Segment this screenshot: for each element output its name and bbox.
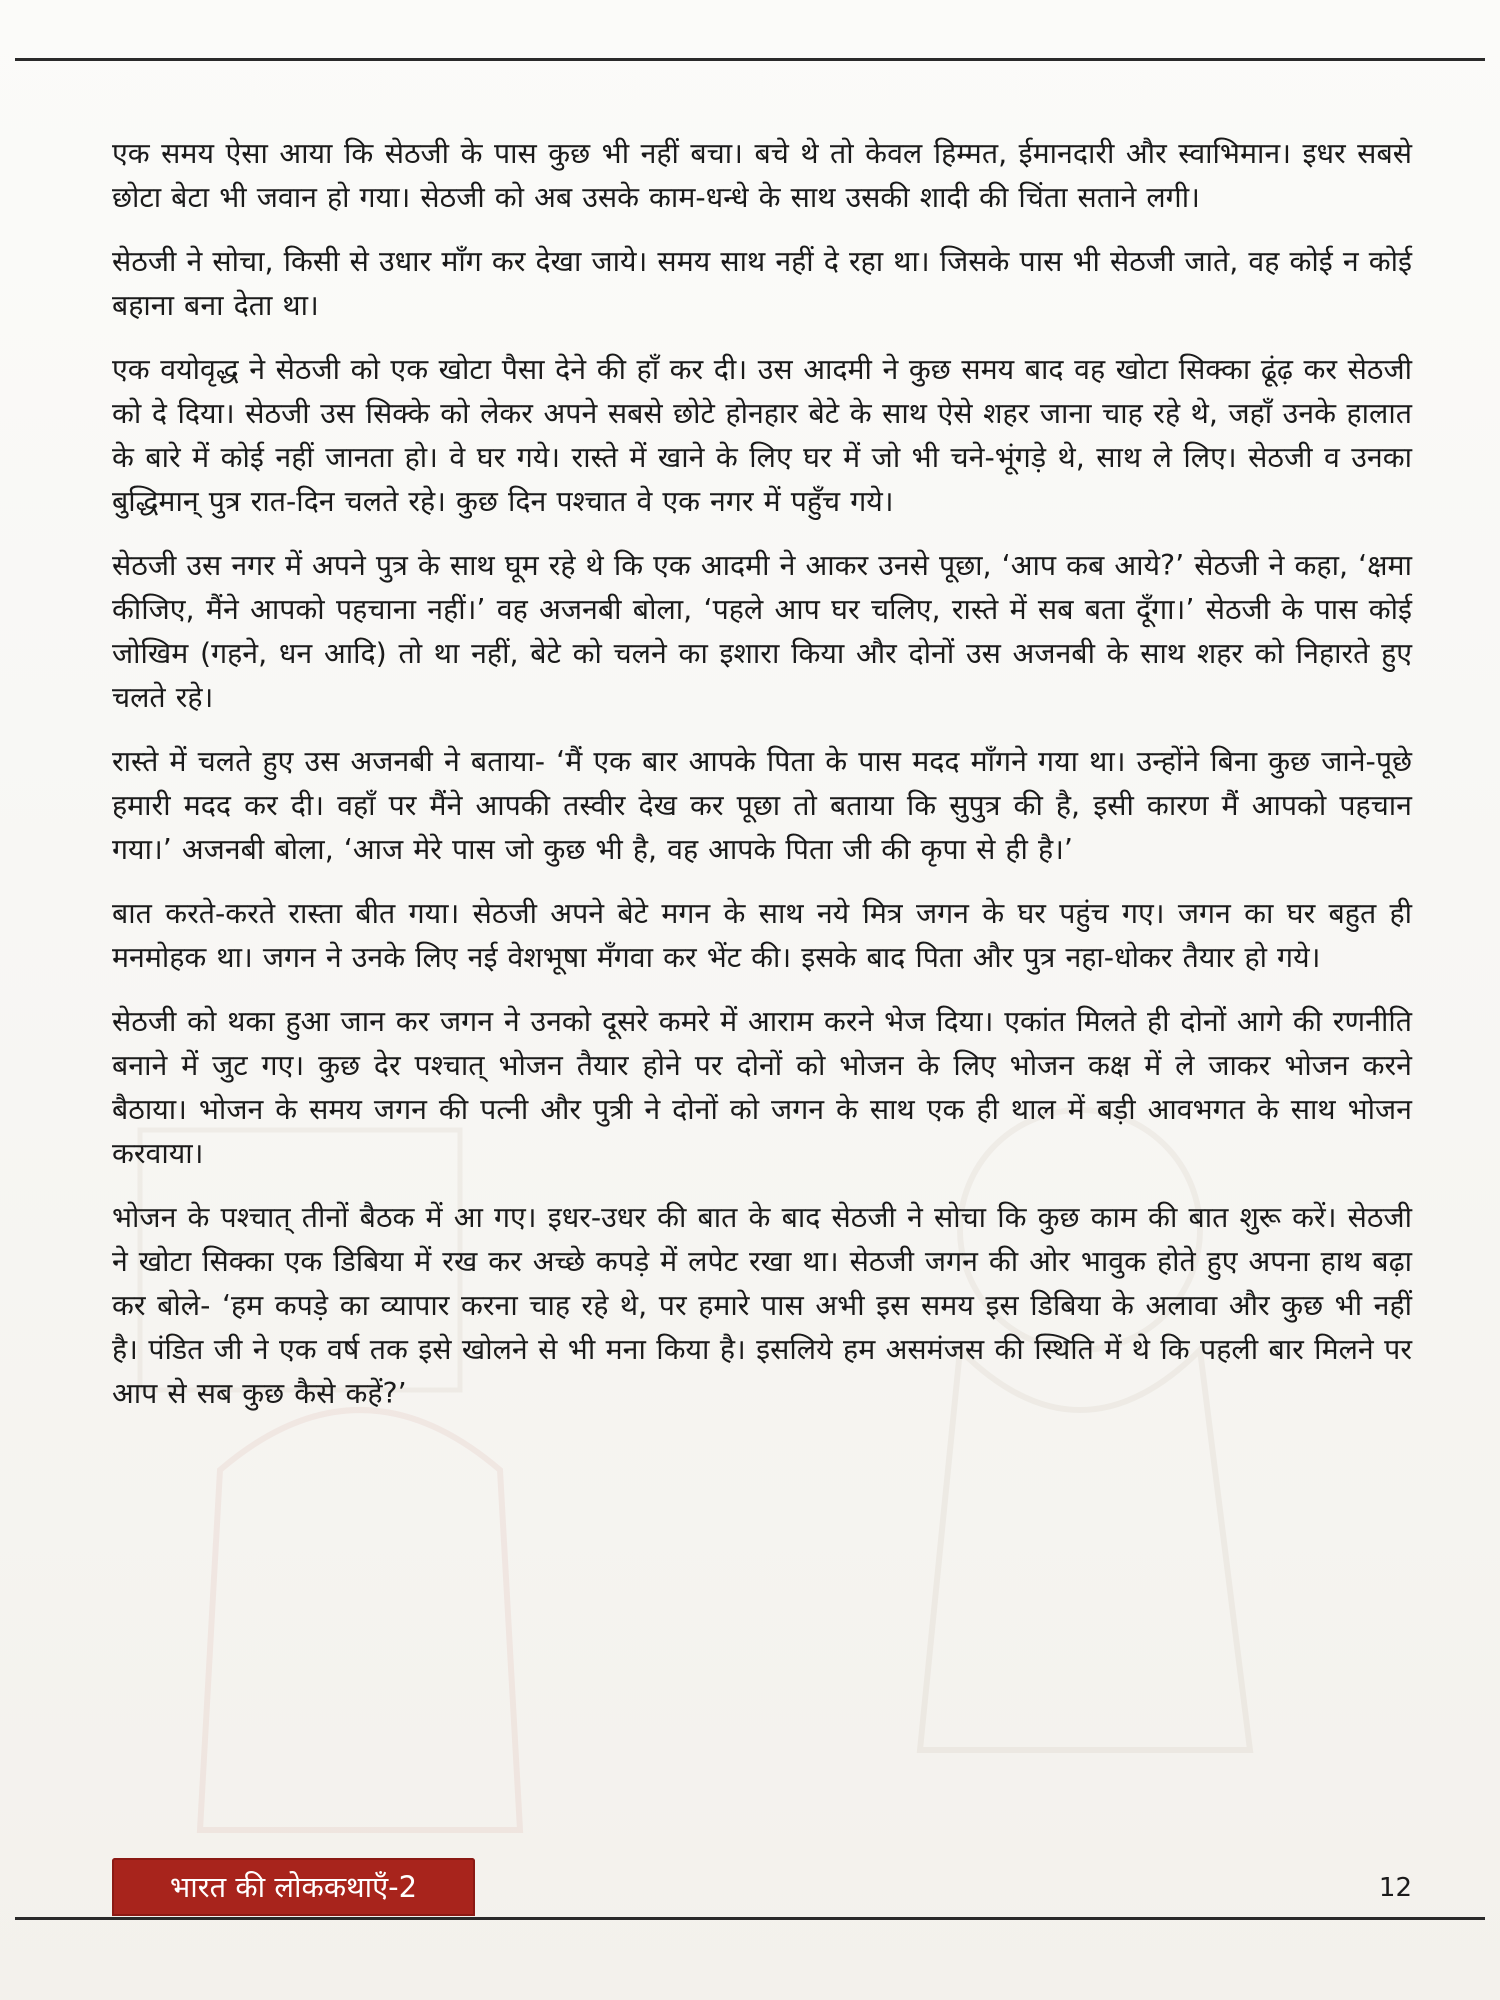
story-text (112, 132, 1412, 1436)
paragraph: एक वयोवृद्ध ने सेठजी को एक खोटा पैसा देने की हाँ कर दी। उस आदमी ने कुछ समय बाद वह खोटा सिक्का ढूंढ़ कर सेठजी को दे दिया। सेठजी उस सिक्के को लेकर अपने सबसे छोटे होनहार बेटे के साथ ऐसे शहर जाना चाह रहे थे, जहाँ उनके हालात के बारे में कोई नहीं जानता हो। वे घर गये। रास्ते में खाने के लिए घर में जो भी चने-भूंगड़े थे, साथ ले लिए। सेठजी व उनका बुद्धिमान् पुत्र रात-दिन चलते रहे। कुछ दिन पश्चात वे एक नगर में पहुँच गये। (112, 353, 1412, 518)
paragraph: एक समय ऐसा आया कि सेठजी के पास कुछ भी नहीं बचा। बचे थे तो केवल हिम्मत, ईमानदारी और स्वाभिमान। इधर सबसे छोटा बेटा भी जवान हो गया। सेठजी को अब उसके काम-धन्धे के साथ उसकी शादी की चिंता सताने लगी। (112, 137, 1412, 214)
paragraph: सेठजी उस नगर में अपने पुत्र के साथ घूम रहे थे कि एक आदमी ने आकर उनसे पूछा, ‘आप कब आये?’ सेठजी ने कहा, ‘क्षमा कीजिए, मैंने आपको पहचाना नहीं।’ वह अजनबी बोला, ‘पहले आप घर चलिए, रास्ते में सब बता दूँगा।’ सेठजी के पास कोई जोखिम (गहने, धन आदि) तो था नहीं, बेटे को चलने का इशारा किया और दोनों उस अजनबी के साथ शहर को निहारते हुए चलते रहे। (112, 549, 1412, 714)
paragraph: रास्ते में चलते हुए उस अजनबी ने बताया- ‘मैं एक बार आपके पिता के पास मदद माँगने गया था। उन्होंने बिना कुछ जाने-पूछे हमारी मदद कर दी। वहाँ पर मैंने आपकी तस्वीर देख कर पूछा तो बताया कि सुपुत्र की है, इसी कारण मैं आपको पहचान गया।’ अजनबी बोला, ‘आज मेरे पास जो कुछ भी है, वह आपके पिता जी की कृपा से ही है।’ (112, 745, 1412, 866)
paragraph: सेठजी को थका हुआ जान कर जगन ने उनको दूसरे कमरे में आराम करने भेज दिया। एकांत मिलते ही दोनों आगे की रणनीति बनाने में जुट गए। कुछ देर पश्चात् भोजन तैयार होने पर दोनों को भोजन के लिए भोजन कक्ष में ले जाकर भोजन करने बैठाया। भोजन के समय जगन की पत्नी और पुत्री ने दोनों को जगन के साथ एक ही थाल में बड़ी आवभगत के साथ भोजन करवाया। (112, 1005, 1412, 1170)
paragraph: भोजन के पश्चात् तीनों बैठक में आ गए। इधर-उधर की बात के बाद सेठजी ने सोचा कि कुछ काम की बात शुरू करें। सेठजी ने खोटा सिक्का एक डिबिया में रख कर अच्छे कपड़े में लपेट रखा था। सेठजी जगन की ओर भावुक होते हुए अपना हाथ बढ़ा कर बोले- ‘हम कपड़े का व्यापार करना चाह रहे थे, पर हमारे पास अभी इस समय इस डिबिया के अलावा और कुछ भी नहीं है। पंडित जी ने एक वर्ष तक इसे खोलने से भी मना किया है। इसलिये हम असमंजस की स्थिति में थे कि पहली बार मिलने पर आप से सब कुछ कैसे कहें?’ (112, 1201, 1412, 1410)
bottom-divider (15, 1917, 1485, 1920)
top-divider (15, 58, 1485, 61)
book-title-badge: भारत की लोककथाएँ-2 (112, 1858, 475, 1916)
paragraph: सेठजी ने सोचा, किसी से उधार माँग कर देखा जाये। समय साथ नहीं दे रहा था। जिसके पास भी सेठजी जाते, वह कोई न कोई बहाना बना देता था। (112, 245, 1412, 322)
paragraph: बात करते-करते रास्ता बीत गया। सेठजी अपने बेटे मगन के साथ नये मित्र जगन के घर पहुंच गए। जगन का घर बहुत ही मनमोहक था। जगन ने उनके लिए नई वेशभूषा मँगवा कर भेंट की। इसके बाद पिता और पुत्र नहा-धोकर तैयार हो गये। (112, 897, 1412, 974)
page-number: 12 (1378, 1873, 1412, 1903)
